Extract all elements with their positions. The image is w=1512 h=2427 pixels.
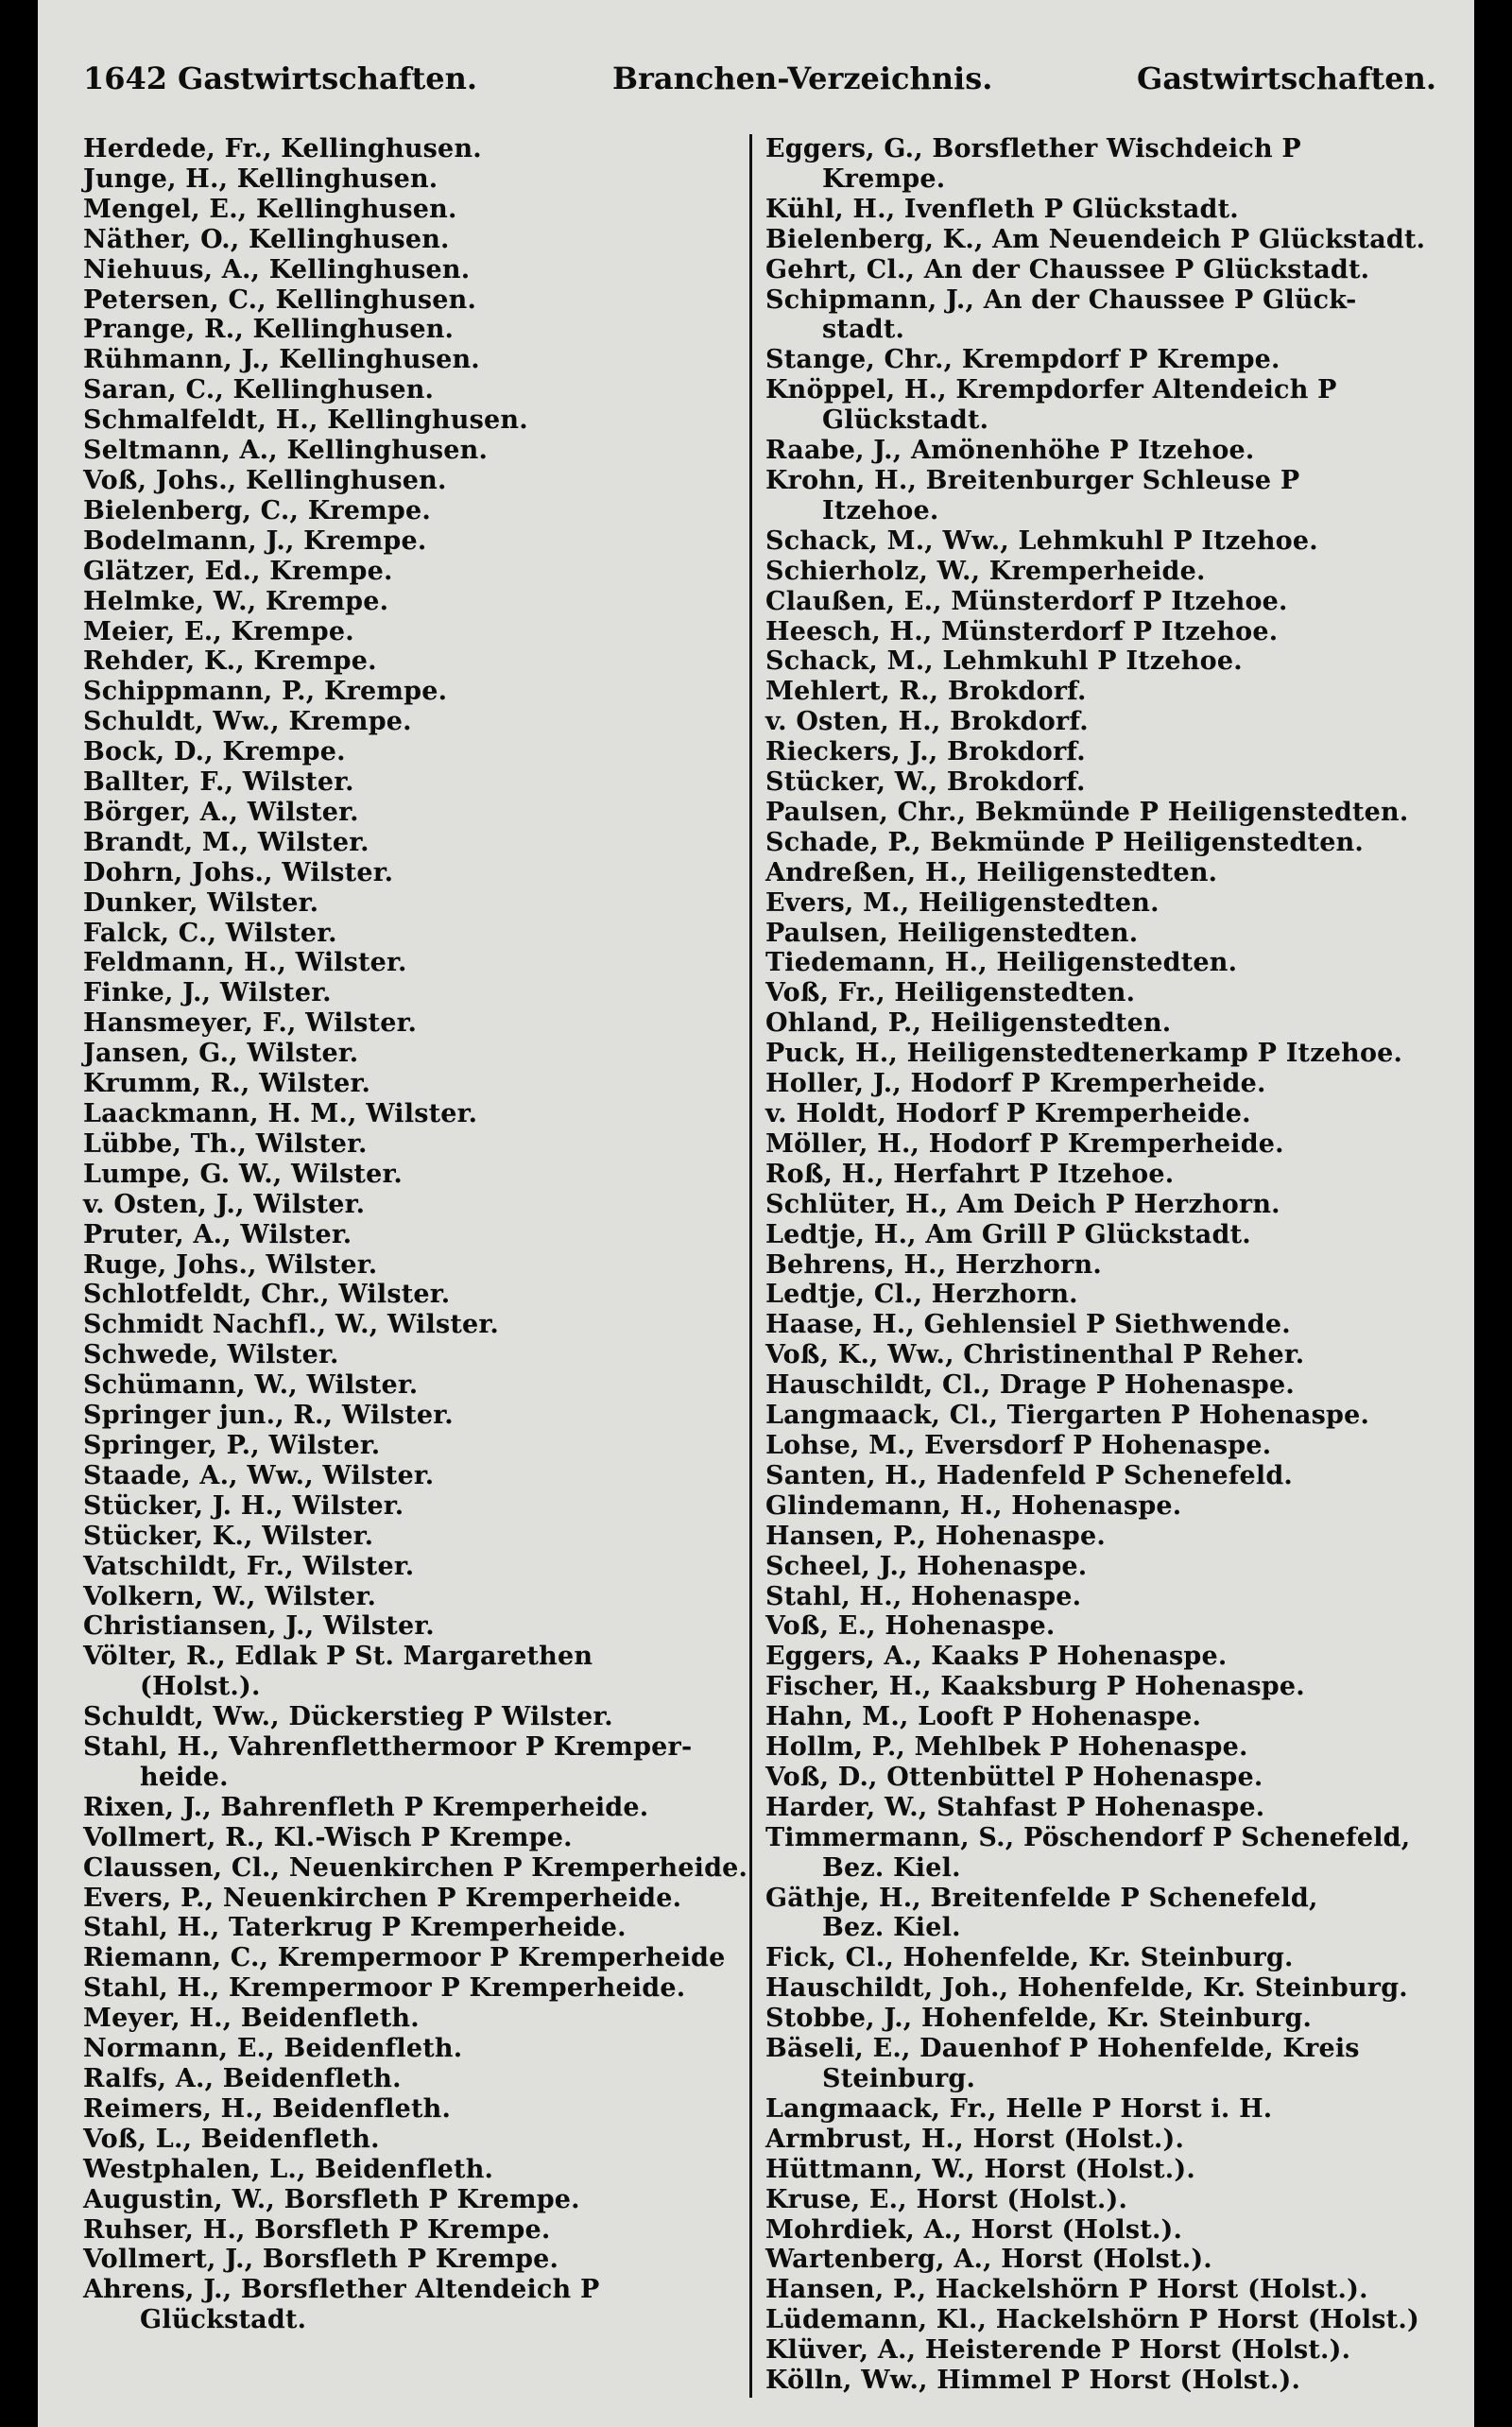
- directory-entry: [83, 1552, 740, 1582]
- entry-line: Evers, P., Neuenkirchen P Kremperheide.: [83, 1883, 682, 1913]
- entry-line: Helmke, W., Krempe.: [83, 586, 389, 616]
- directory-entry: [83, 496, 740, 526]
- directory-entry: [765, 1461, 1455, 1491]
- directory-entry: [83, 1852, 748, 1884]
- entry-line: Schlüter, H., Am Deich P Herzhorn.: [765, 1189, 1280, 1219]
- directory-entry: [83, 1099, 740, 1129]
- entry-line: Behrens, H., Herzhorn.: [765, 1249, 1102, 1280]
- entry-line: Bock, D., Krempe.: [83, 737, 346, 767]
- entry-line: Langmaack, Cl., Tiergarten P Hohenaspe.: [765, 1401, 1370, 1431]
- directory-entry: [83, 1582, 740, 1612]
- directory-entry: [83, 1008, 740, 1039]
- directory-entry: [83, 1069, 740, 1099]
- entry-line: Schmidt Nachfl., W., Wilster.: [83, 1310, 499, 1340]
- entry-line: Knöppel, H., Krempdorfer Altendeich P: [765, 375, 1337, 405]
- entry-line: Laackmann, H. M., Wilster.: [83, 1099, 478, 1128]
- entry-line: Mohrdiek, A., Horst (Holst.).: [765, 2214, 1183, 2245]
- entry-line: Hahn, M., Looft P Hohenaspe.: [765, 1702, 1202, 1732]
- directory-entry: [83, 587, 740, 617]
- entry-line: Wartenberg, A., Horst (Holst.).: [765, 2245, 1212, 2275]
- directory-entry: [765, 1973, 1455, 2004]
- entry-line: Normann, E., Beidenfleth.: [83, 2034, 463, 2064]
- entry-continuation: Glückstadt.: [822, 405, 989, 436]
- directory-entry: [765, 767, 1455, 798]
- entry-line: Hauschildt, Joh., Hohenfelde, Kr. Steinburg.: [765, 1973, 1408, 2004]
- entry-line: Feldmann, H., Wilster.: [83, 948, 407, 978]
- entry-line: Hüttmann, W., Horst (Holst.).: [765, 2154, 1195, 2184]
- directory-entry: [83, 1129, 740, 1160]
- directory-entry: [765, 617, 1455, 647]
- directory-entry: [765, 2094, 1455, 2125]
- page-header: [83, 60, 1436, 106]
- directory-entry: [83, 2004, 740, 2034]
- directory-entry: [765, 1611, 1455, 1642]
- directory-entry: [83, 1943, 740, 1973]
- entry-line: Schipmann, J., An der Chaussee P Glück-: [765, 284, 1357, 315]
- directory-entry: [765, 1099, 1455, 1129]
- directory-entry: [83, 2215, 740, 2246]
- directory-entry: [765, 2215, 1455, 2246]
- entry-line: Gehrt, Cl., An der Chaussee P Glückstadt.: [765, 254, 1370, 284]
- directory-entry: [83, 436, 740, 466]
- directory-entry: [765, 1884, 1455, 1944]
- entry-line: Pruter, A., Wilster.: [83, 1219, 352, 1249]
- entry-line: Tiedemann, H., Heiligenstedten.: [765, 948, 1238, 978]
- entry-line: v. Osten, J., Wilster.: [83, 1189, 366, 1219]
- directory-entry: [765, 436, 1455, 466]
- entry-line: Stücker, J. H., Wilster.: [83, 1490, 404, 1521]
- directory-entry: [765, 345, 1455, 375]
- directory-entry: [83, 617, 740, 647]
- entry-line: Mengel, E., Kellinghusen.: [83, 194, 457, 224]
- directory-entry: [83, 1250, 740, 1281]
- entry-line: Rehder, K., Krempe.: [83, 646, 377, 677]
- entry-line: Puck, H., Heiligenstedtenerkamp P Itzehoe.: [765, 1039, 1403, 1069]
- directory-entry: [83, 526, 740, 557]
- entry-line: Schierholz, W., Kremperheide.: [765, 556, 1206, 586]
- entry-line: Schümann, W., Wilster.: [83, 1370, 419, 1401]
- entry-line: Stahl, H., Vahrenfletthermoor P Kremper-: [83, 1732, 693, 1763]
- entry-line: Timmermann, S., Pöschendorf P Schenefeld,: [765, 1822, 1411, 1852]
- directory-entry: [765, 285, 1455, 346]
- directory-entry: [765, 2245, 1455, 2275]
- left-column: [83, 134, 748, 2335]
- page-title: Branchen-Verzeichnis.: [612, 60, 993, 96]
- entry-line: Heesch, H., Münsterdorf P Itzehoe.: [765, 616, 1279, 646]
- directory-entry: [765, 646, 1455, 677]
- directory-entry: [765, 1943, 1455, 1973]
- entry-line: Claußen, E., Münsterdorf P Itzehoe.: [765, 586, 1288, 616]
- directory-entry: [765, 2034, 1455, 2094]
- directory-entry: [83, 737, 740, 767]
- entry-line: Stücker, W., Brokdorf.: [765, 767, 1086, 798]
- entry-line: Meier, E., Krempe.: [83, 616, 354, 646]
- directory-entry: [765, 1431, 1455, 1461]
- directory-entry: [83, 134, 740, 164]
- entry-line: Andreßen, H., Heiligenstedten.: [765, 857, 1218, 887]
- directory-entry: [83, 1522, 740, 1552]
- entry-continuation: Krempe.: [822, 164, 946, 194]
- entry-line: Gäthje, H., Breitenfelde P Schenefeld,: [765, 1883, 1318, 1913]
- directory-entry: [83, 2185, 740, 2215]
- directory-entry: [83, 948, 740, 978]
- directory-entry: [765, 737, 1455, 767]
- entry-line: Klüver, A., Heisterende P Horst (Holst.).: [765, 2335, 1351, 2366]
- entry-line: Kruse, E., Horst (Holst.).: [765, 2184, 1128, 2214]
- directory-entry: [765, 225, 1455, 255]
- directory-entry: [765, 2004, 1455, 2034]
- directory-entry: [765, 1220, 1455, 1250]
- entry-line: Stücker, K., Wilster.: [83, 1521, 374, 1551]
- entry-line: Stahl, H., Taterkrug P Kremperheide.: [83, 1913, 627, 1943]
- entry-line: Lohse, M., Eversdorf P Hohenaspe.: [765, 1430, 1272, 1460]
- entry-line: Augustin, W., Borsfleth P Krempe.: [83, 2184, 580, 2214]
- entry-line: Holler, J., Hodorf P Kremperheide.: [765, 1069, 1266, 1099]
- directory-entry: [83, 285, 740, 316]
- entry-line: Ahrens, J., Borsflether Altendeich P: [83, 2275, 600, 2305]
- entry-continuation: stadt.: [822, 315, 905, 345]
- entry-line: Schmalfeldt, H., Kellinghusen.: [83, 405, 528, 436]
- directory-entry: [765, 1491, 1455, 1522]
- entry-line: Staade, A., Ww., Wilster.: [83, 1460, 435, 1490]
- directory-entry: [83, 1823, 740, 1853]
- entry-continuation: Itzehoe.: [822, 495, 939, 525]
- entry-line: Näther, O., Kellinghusen.: [83, 224, 450, 254]
- entry-line: Jansen, G., Wilster.: [83, 1039, 359, 1069]
- entry-line: Prange, R., Kellinghusen.: [83, 315, 455, 345]
- entry-line: Hauschildt, Cl., Drage P Hohenaspe.: [765, 1370, 1295, 1401]
- entry-line: Lüdemann, Kl., Hackelshörn P Horst (Holst.): [765, 2305, 1419, 2335]
- entry-line: Meyer, H., Beidenfleth.: [83, 2004, 420, 2034]
- entry-line: Glindemann, H., Hohenaspe.: [765, 1490, 1182, 1521]
- directory-entry: [765, 1190, 1455, 1220]
- directory-entry: [765, 2185, 1455, 2215]
- entry-line: Springer jun., R., Wilster.: [83, 1401, 454, 1431]
- entry-line: Harder, W., Stahfast P Hohenaspe.: [765, 1792, 1265, 1822]
- entry-line: Evers, M., Heiligenstedten.: [765, 887, 1160, 918]
- directory-entry: [83, 1702, 740, 1732]
- directory-entry: [765, 1672, 1455, 1702]
- entry-line: Raabe, J., Amönenhöhe P Itzehoe.: [765, 436, 1255, 466]
- page-number: 1642: [83, 60, 168, 96]
- directory-entry: [83, 1884, 740, 1914]
- directory-entry: [83, 315, 740, 345]
- entry-line: Riemann, C., Krempermoor P Kremperheide: [83, 1943, 726, 1973]
- entry-line: Falck, C., Wilster.: [83, 918, 337, 948]
- entry-line: Vollmert, R., Kl.-Wisch P Krempe.: [83, 1822, 573, 1852]
- entry-line: Finke, J., Wilster.: [83, 978, 332, 1008]
- directory-entry: [83, 2034, 740, 2064]
- directory-entry: [83, 1913, 740, 1943]
- directory-entry: [83, 888, 740, 919]
- entry-line: Armbrust, H., Horst (Holst.).: [765, 2124, 1185, 2154]
- directory-entry: [765, 888, 1455, 919]
- entry-line: Dunker, Wilster.: [83, 887, 319, 918]
- directory-entry: [83, 1190, 740, 1220]
- directory-entry: [765, 1552, 1455, 1582]
- directory-entry: [83, 1642, 740, 1702]
- entry-continuation: heide.: [140, 1762, 229, 1792]
- entry-line: Ledtje, Cl., Herzhorn.: [765, 1280, 1078, 1310]
- directory-entry: [765, 1793, 1455, 1823]
- directory-entry: [83, 919, 740, 949]
- entry-line: Ruge, Johs., Wilster.: [83, 1249, 378, 1280]
- entry-line: Brandt, M., Wilster.: [83, 827, 369, 857]
- directory-entry: [765, 1039, 1455, 1069]
- directory-entry: [83, 677, 740, 707]
- entry-line: Rühmann, J., Kellinghusen.: [83, 345, 480, 375]
- directory-entry: [765, 1160, 1455, 1190]
- entry-line: Voß, K., Ww., Christinenthal P Reher.: [765, 1340, 1305, 1370]
- directory-entry: [83, 1491, 740, 1522]
- directory-entry: [83, 164, 740, 195]
- directory-entry: [765, 466, 1455, 526]
- right-column: [765, 134, 1455, 2396]
- entry-line: Schuldt, Ww., Krempe.: [83, 707, 412, 737]
- directory-entry: [83, 1220, 740, 1250]
- directory-entry: [765, 1401, 1455, 1431]
- entry-line: Hansen, P., Hackelshörn P Horst (Holst.).: [765, 2275, 1368, 2305]
- entry-line: Santen, H., Hadenfeld P Schenefeld.: [765, 1460, 1294, 1490]
- entry-line: Fick, Cl., Hohenfelde, Kr. Steinburg.: [765, 1943, 1294, 1973]
- directory-entry: [83, 1280, 740, 1310]
- directory-entry: [765, 1069, 1455, 1099]
- directory-entry: [83, 1039, 740, 1069]
- entry-line: Kühl, H., Ivenfleth P Glückstadt.: [765, 194, 1239, 224]
- directory-entry: [765, 2155, 1455, 2185]
- directory-entry: [83, 1370, 740, 1401]
- entry-continuation: Bez. Kiel.: [822, 1852, 961, 1883]
- directory-entry: [765, 1129, 1455, 1160]
- entry-line: Voß, E., Hohenaspe.: [765, 1611, 1056, 1642]
- directory-entry: [83, 466, 740, 496]
- entry-line: Rieckers, J., Brokdorf.: [765, 737, 1086, 767]
- directory-entry: [83, 828, 740, 858]
- directory-entry: [765, 2275, 1455, 2305]
- column-divider: [749, 134, 752, 2398]
- directory-entry: [83, 1461, 740, 1491]
- entry-line: Claussen, Cl., Neuenkirchen P Kremperheide.: [83, 1852, 748, 1883]
- entry-line: Börger, A., Wilster.: [83, 797, 359, 827]
- directory-entry: [765, 798, 1455, 828]
- directory-entry: [83, 1401, 740, 1431]
- entry-line: Krohn, H., Breitenburger Schleuse P: [765, 465, 1300, 495]
- directory-entry: [83, 557, 740, 587]
- entry-line: Stahl, H., Hohenaspe.: [765, 1581, 1082, 1611]
- directory-entry: [765, 134, 1455, 195]
- entry-line: Möller, H., Hodorf P Kremperheide.: [765, 1128, 1284, 1159]
- entry-line: Hansen, P., Hohenaspe.: [765, 1521, 1106, 1551]
- entry-line: Ballter, F., Wilster.: [83, 767, 354, 798]
- directory-entry: [83, 1431, 740, 1461]
- directory-entry: [765, 1732, 1455, 1763]
- entry-line: Schack, M., Lehmkuhl P Itzehoe.: [765, 646, 1243, 677]
- entry-line: Ledtje, H., Am Grill P Glückstadt.: [765, 1219, 1251, 1249]
- entry-line: v. Holdt, Hodorf P Kremperheide.: [765, 1099, 1251, 1128]
- directory-entry: [765, 1008, 1455, 1039]
- entry-line: Reimers, H., Beidenfleth.: [83, 2093, 452, 2124]
- entry-line: Krumm, R., Wilster.: [83, 1069, 371, 1099]
- directory-entry: [83, 707, 740, 737]
- directory-entry: [765, 707, 1455, 737]
- entry-line: Paulsen, Chr., Bekmünde P Heiligenstedten.: [765, 797, 1409, 827]
- directory-entry: [765, 1582, 1455, 1612]
- entry-line: Scheel, J., Hohenaspe.: [765, 1551, 1088, 1581]
- entry-line: Ralfs, A., Beidenfleth.: [83, 2064, 402, 2093]
- entry-line: Voß, D., Ottenbüttel P Hohenaspe.: [765, 1762, 1263, 1792]
- directory-entry: [83, 1793, 740, 1823]
- entry-line: Schack, M., Ww., Lehmkuhl P Itzehoe.: [765, 525, 1318, 556]
- directory-entry: [765, 2125, 1455, 2155]
- directory-entry: [765, 2335, 1455, 2366]
- entry-line: Lübbe, Th., Wilster.: [83, 1128, 368, 1159]
- directory-page: [38, 0, 1474, 2427]
- entry-continuation: (Holst.).: [140, 1672, 261, 1702]
- directory-entry: [83, 2064, 740, 2094]
- entry-line: Stobbe, J., Hohenfelde, Kr. Steinburg.: [765, 2004, 1313, 2034]
- entry-line: Stange, Chr., Krempdorf P Krempe.: [765, 345, 1280, 375]
- directory-entry: [765, 557, 1455, 587]
- directory-entry: [83, 2155, 740, 2185]
- directory-entry: [765, 1340, 1455, 1370]
- entry-continuation: Steinburg.: [822, 2064, 976, 2093]
- entry-line: Mehlert, R., Brokdorf.: [765, 677, 1087, 707]
- entry-line: Kölln, Ww., Himmel P Horst (Holst.).: [765, 2366, 1301, 2396]
- entry-line: Schade, P., Bekmünde P Heiligenstedten.: [765, 827, 1365, 857]
- entry-line: Volkern, W., Wilster.: [83, 1581, 377, 1611]
- entry-line: Schwede, Wilster.: [83, 1340, 339, 1370]
- entry-line: Ruhser, H., Borsfleth P Krempe.: [83, 2214, 551, 2245]
- directory-entry: [765, 1280, 1455, 1310]
- entry-line: Saran, C., Kellinghusen.: [83, 375, 435, 405]
- entry-line: Schuldt, Ww., Dückerstieg P Wilster.: [83, 1702, 613, 1732]
- entry-continuation: Bez. Kiel.: [822, 1913, 961, 1943]
- entry-line: Springer, P., Wilster.: [83, 1430, 381, 1460]
- entry-continuation: Glückstadt.: [140, 2305, 307, 2335]
- directory-entry: [83, 225, 740, 255]
- directory-entry: [765, 526, 1455, 557]
- entry-line: Bäseli, E., Dauenhof P Hohenfelde, Kreis: [765, 2034, 1360, 2064]
- directory-entry: [765, 828, 1455, 858]
- directory-entry: [765, 195, 1455, 225]
- directory-entry: [765, 375, 1455, 436]
- directory-entry: [765, 1522, 1455, 1552]
- directory-entry: [83, 1732, 740, 1793]
- entry-line: v. Osten, H., Brokdorf.: [765, 707, 1089, 737]
- directory-entry: [765, 919, 1455, 949]
- entry-line: Völter, R., Edlak P St. Margarethen: [83, 1642, 593, 1672]
- entry-line: Schlotfeldt, Chr., Wilster.: [83, 1280, 451, 1310]
- entry-line: Petersen, C., Kellinghusen.: [83, 284, 477, 315]
- entry-line: Ohland, P., Heiligenstedten.: [765, 1008, 1172, 1039]
- directory-entry: [83, 767, 740, 798]
- entry-line: Glätzer, Ed., Krempe.: [83, 556, 393, 586]
- directory-entry: [83, 2125, 740, 2155]
- entry-line: Paulsen, Heiligenstedten.: [765, 918, 1139, 948]
- directory-entry: [83, 195, 740, 225]
- directory-entry: [765, 2366, 1455, 2396]
- directory-entry: [765, 1310, 1455, 1340]
- entry-line: Eggers, G., Borsflether Wischdeich P: [765, 134, 1301, 164]
- directory-entry: [83, 1611, 740, 1642]
- entry-line: Roß, H., Herfahrt P Itzehoe.: [765, 1159, 1175, 1189]
- directory-entry: [83, 2275, 740, 2335]
- directory-entry: [765, 677, 1455, 707]
- directory-entry: [765, 1702, 1455, 1732]
- entry-line: Hollm, P., Mehlbek P Hohenaspe.: [765, 1732, 1248, 1763]
- entry-line: Hansmeyer, F., Wilster.: [83, 1008, 418, 1039]
- directory-entry: [83, 1310, 740, 1340]
- entry-line: Haase, H., Gehlensiel P Siethwende.: [765, 1310, 1291, 1340]
- section-title-left: Gastwirtschaften.: [178, 60, 478, 96]
- entry-line: Vollmert, J., Borsfleth P Krempe.: [83, 2245, 559, 2275]
- directory-entry: [765, 1642, 1455, 1672]
- directory-entry: [765, 1823, 1455, 1884]
- directory-entry: [765, 587, 1455, 617]
- entry-line: Westphalen, L., Beidenfleth.: [83, 2154, 494, 2184]
- directory-entry: [765, 1370, 1455, 1401]
- entry-line: Herdede, Fr., Kellinghusen.: [83, 134, 482, 164]
- directory-entry: [83, 1160, 740, 1190]
- entry-line: Stahl, H., Krempermoor P Kremperheide.: [83, 1973, 686, 2004]
- entry-line: Niehuus, A., Kellinghusen.: [83, 254, 471, 284]
- directory-entry: [83, 646, 740, 677]
- directory-entry: [765, 2305, 1455, 2335]
- directory-entry: [83, 405, 740, 436]
- directory-entry: [83, 978, 740, 1008]
- entry-line: Fischer, H., Kaaksburg P Hohenaspe.: [765, 1672, 1305, 1702]
- entry-line: Junge, H., Kellinghusen.: [83, 164, 438, 194]
- entry-line: Schippmann, P., Krempe.: [83, 677, 448, 707]
- directory-entry: [83, 255, 740, 285]
- directory-entry: [765, 1763, 1455, 1793]
- directory-entry: [83, 345, 740, 375]
- directory-entry: [765, 1250, 1455, 1281]
- entry-line: Eggers, A., Kaaks P Hohenaspe.: [765, 1642, 1228, 1672]
- entry-line: Seltmann, A., Kellinghusen.: [83, 436, 489, 466]
- entry-line: Christiansen, J., Wilster.: [83, 1611, 435, 1642]
- entry-line: Voß, L., Beidenfleth.: [83, 2124, 380, 2154]
- entry-line: Voß, Johs., Kellinghusen.: [83, 465, 447, 495]
- entry-line: Rixen, J., Bahrenfleth P Kremperheide.: [83, 1792, 649, 1822]
- directory-entry: [83, 2094, 740, 2125]
- directory-entry: [83, 858, 740, 888]
- directory-entry: [765, 978, 1455, 1008]
- directory-entry: [765, 948, 1455, 978]
- directory-entry: [765, 255, 1455, 285]
- directory-entry: [83, 1973, 740, 2004]
- entry-line: Langmaack, Fr., Helle P Horst i. H.: [765, 2093, 1273, 2124]
- entry-line: Dohrn, Johs., Wilster.: [83, 857, 394, 887]
- directory-entry: [83, 798, 740, 828]
- section-title-right: Gastwirtschaften.: [1136, 60, 1436, 96]
- directory-entry: [83, 2245, 740, 2275]
- directory-entry: [765, 858, 1455, 888]
- entry-line: Bielenberg, K., Am Neuendeich P Glückstadt.: [765, 224, 1426, 254]
- directory-entry: [83, 1340, 740, 1370]
- directory-entry: [83, 375, 740, 405]
- entry-line: Voß, Fr., Heiligenstedten.: [765, 978, 1136, 1008]
- entry-line: Bodelmann, J., Krempe.: [83, 525, 427, 556]
- entry-line: Lumpe, G. W., Wilster.: [83, 1159, 404, 1189]
- entry-line: Bielenberg, C., Krempe.: [83, 495, 431, 525]
- entry-line: Vatschildt, Fr., Wilster.: [83, 1551, 415, 1581]
